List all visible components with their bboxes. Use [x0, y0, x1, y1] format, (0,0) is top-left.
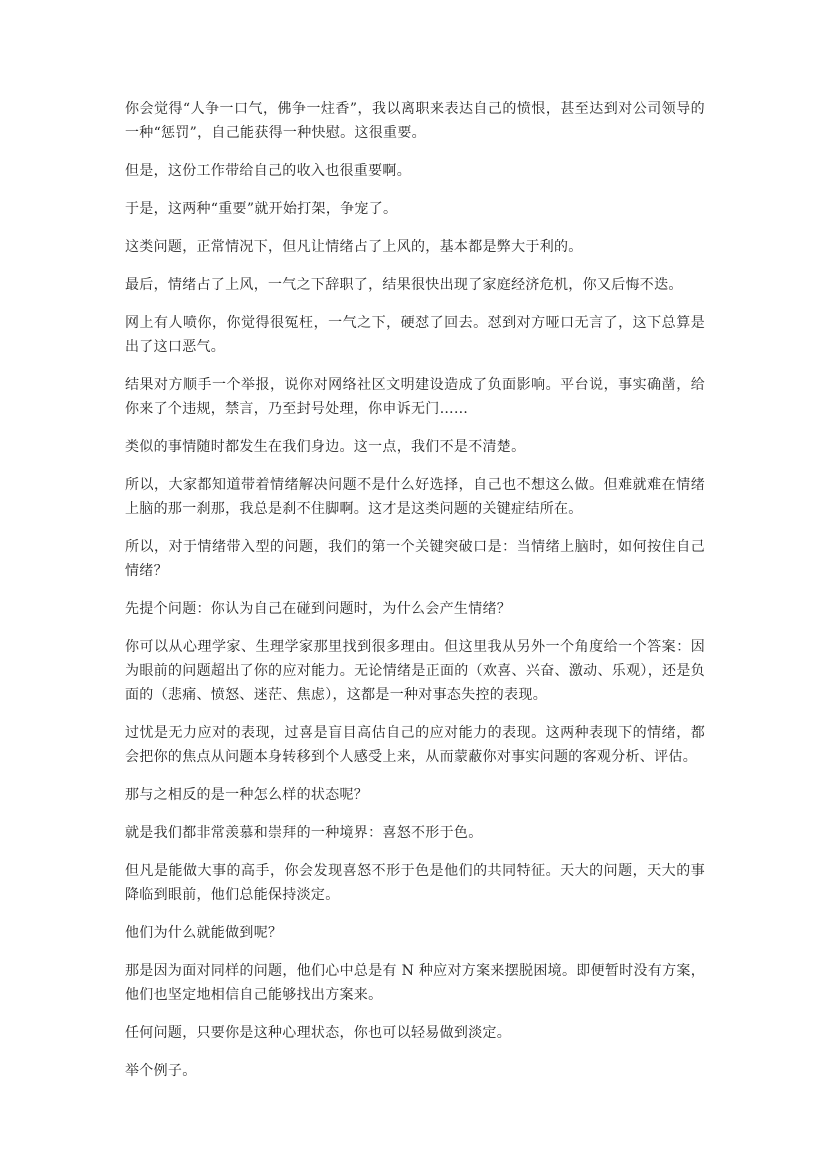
paragraph: 于是，这两种“重要”就开始打架，争宠了。 [125, 201, 398, 217]
paragraph: 他们为什么就能做到呢？ [125, 925, 283, 941]
paragraph: 任何问题，只要你是这种心理状态，你也可以轻易做到淡定。 [125, 1025, 512, 1041]
paragraph: 所以，对于情绪带入型的问题，我们的第一个关键突破口是：当情绪上脑时，如何按住自己情绪？ [125, 539, 705, 579]
paragraph: 网上有人喷你，你觉得很冤枉，一气之下，硬怼了回去。怼到对方哑口无言了，这下总算是出了这口恶气。 [125, 315, 705, 355]
paragraph: 举个例子。 [125, 1063, 197, 1079]
paragraph: 类似的事情随时都发生在我们身边。这一点，我们不是不清楚。 [125, 439, 526, 455]
paragraph: 你可以从心理学家、生理学家那里找到很多理由。但这里我从另外一个角度给一个答案：因为眼前的问题超出了你的应对能力。无论情绪是正面的（欢喜、兴奋、激动、乐观），还是负面的（悲痛、愤怒、迷茫、焦虑），这都是一种对事态失控的表现。 [125, 639, 705, 703]
paragraph: 那是因为面对同样的问题，他们心中总是有 N 种应对方案来摆脱困境。即便暂时没有方案，他们也坚定地相信自己能够找出方案来。 [125, 963, 705, 1003]
paragraph: 过忧是无力应对的表现，过喜是盲目高估自己的应对能力的表现。这两种表现下的情绪，都会把你的焦点从问题本身转移到个人感受上来，从而蒙蔽你对事实问题的客观分析、评估。 [125, 725, 705, 765]
paragraph: 那与之相反的是一种怎么样的状态呢？ [125, 787, 369, 803]
paragraph: 结果对方顺手一个举报，说你对网络社区文明建设造成了负面影响。平台说，事实确凿，给你来了个违规，禁言，乃至封号处理，你申诉无门…… [125, 377, 705, 417]
paragraph: 最后，情绪占了上风，一气之下辞职了，结果很快出现了家庭经济危机，你又后悔不迭。 [125, 277, 683, 293]
paragraph: 但凡是能做大事的高手，你会发现喜怒不形于色是他们的共同特征。天大的问题，天大的事降临到眼前，他们总能保持淡定。 [125, 863, 705, 903]
document-body [125, 97, 705, 1097]
paragraph: 所以，大家都知道带着情绪解决问题不是什么好选择，自己也不想这么做。但难就难在情绪上脑的那一刹那，我总是刹不住脚啊。这才是这类问题的关键症结所在。 [125, 477, 705, 517]
paragraph: 先提个问题：你认为自己在碰到问题时，为什么会产生情绪？ [125, 601, 512, 617]
paragraph: 就是我们都非常羡慕和崇拜的一种境界：喜怒不形于色。 [125, 825, 483, 841]
paragraph: 你会觉得“人争一口气，佛争一炷香”，我以离职来表达自己的愤恨，甚至达到对公司领导的一种“惩罚”，自己能获得一种快慰。这很重要。 [125, 101, 705, 141]
paragraph: 这类问题，正常情况下，但凡让情绪占了上风的，基本都是弊大于利的。 [125, 239, 583, 255]
paragraph: 但是，这份工作带给自己的收入也很重要啊。 [125, 163, 411, 179]
